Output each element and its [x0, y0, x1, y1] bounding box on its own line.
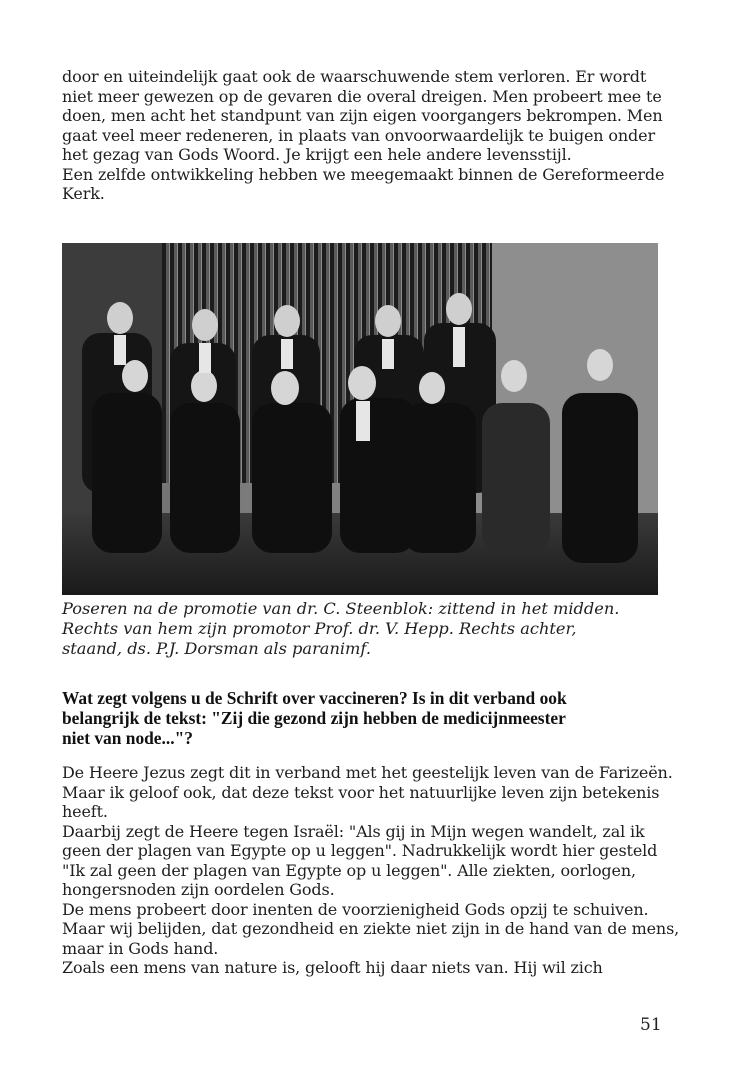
- paragraph: Zoals een mens van nature is, gelooft hij daar niets van. Hij wil zich: [62, 958, 603, 977]
- page-number: 51: [640, 1015, 662, 1035]
- question-heading: [62, 688, 682, 748]
- group-photo: [62, 243, 658, 595]
- paragraph: door en uiteindelijk gaat ook de waarschuwende stem verloren. Er wordt niet meer gewezen op de gevaren die overal dreigen. Men probeert mee te doen, men acht het standpunt van zijn eigen voorgangers bekrompen. Men gaat veel meer redeneren, in plaats van onvoorwaardelijk te buigen onder het gezag van Gods Woord. Je krijgt een hele andere levensstijl.: [62, 67, 663, 164]
- question-line: belangrijk de tekst: "Zij die gezond zijn hebben de medicijnmeester: [62, 708, 566, 728]
- paragraph: De Heere Jezus zegt dit in verband met het geestelijk leven van de Farizeën. Maar ik geloof ook, dat deze tekst voor het natuurlijke leven zijn betekenis heeft.: [62, 763, 673, 821]
- question-line: niet van node..."?: [62, 728, 193, 748]
- caption-line: staand, ds. P.J. Dorsman als paranimf.: [62, 639, 371, 658]
- question-line: Wat zegt volgens u de Schrift over vaccineren? Is in dit verband ook: [62, 688, 567, 708]
- caption-line: Rechts van hem zijn promotor Prof. dr. V. Hepp. Rechts achter,: [62, 619, 577, 638]
- caption-line: Poseren na de promotie van dr. C. Steenblok: zittend in het midden.: [62, 599, 620, 618]
- paragraph: Een zelfde ontwikkeling hebben we meegemaakt binnen de Gereformeerde Kerk.: [62, 164, 665, 203]
- paragraph: Daarbij zegt de Heere tegen Israël: "Als gij in Mijn wegen wandelt, zal ik geen der plagen van Egypte op u leggen". Nadrukkelijk wordt hier gesteld "Ik zal geen der plagen van Egypte op u leggen". Alle ziekten, oorlogen, hongersnoden zijn oordelen Gods.: [62, 821, 658, 899]
- answer-text: [62, 763, 680, 978]
- intro-text: [62, 67, 680, 204]
- photo-caption: [62, 599, 692, 659]
- paragraph: De mens probeert door inenten de voorzienigheid Gods opzij te schuiven. Maar wij belijden, dat gezondheid en ziekte niet zijn in de hand van de mens, maar in Gods hand.: [62, 899, 680, 958]
